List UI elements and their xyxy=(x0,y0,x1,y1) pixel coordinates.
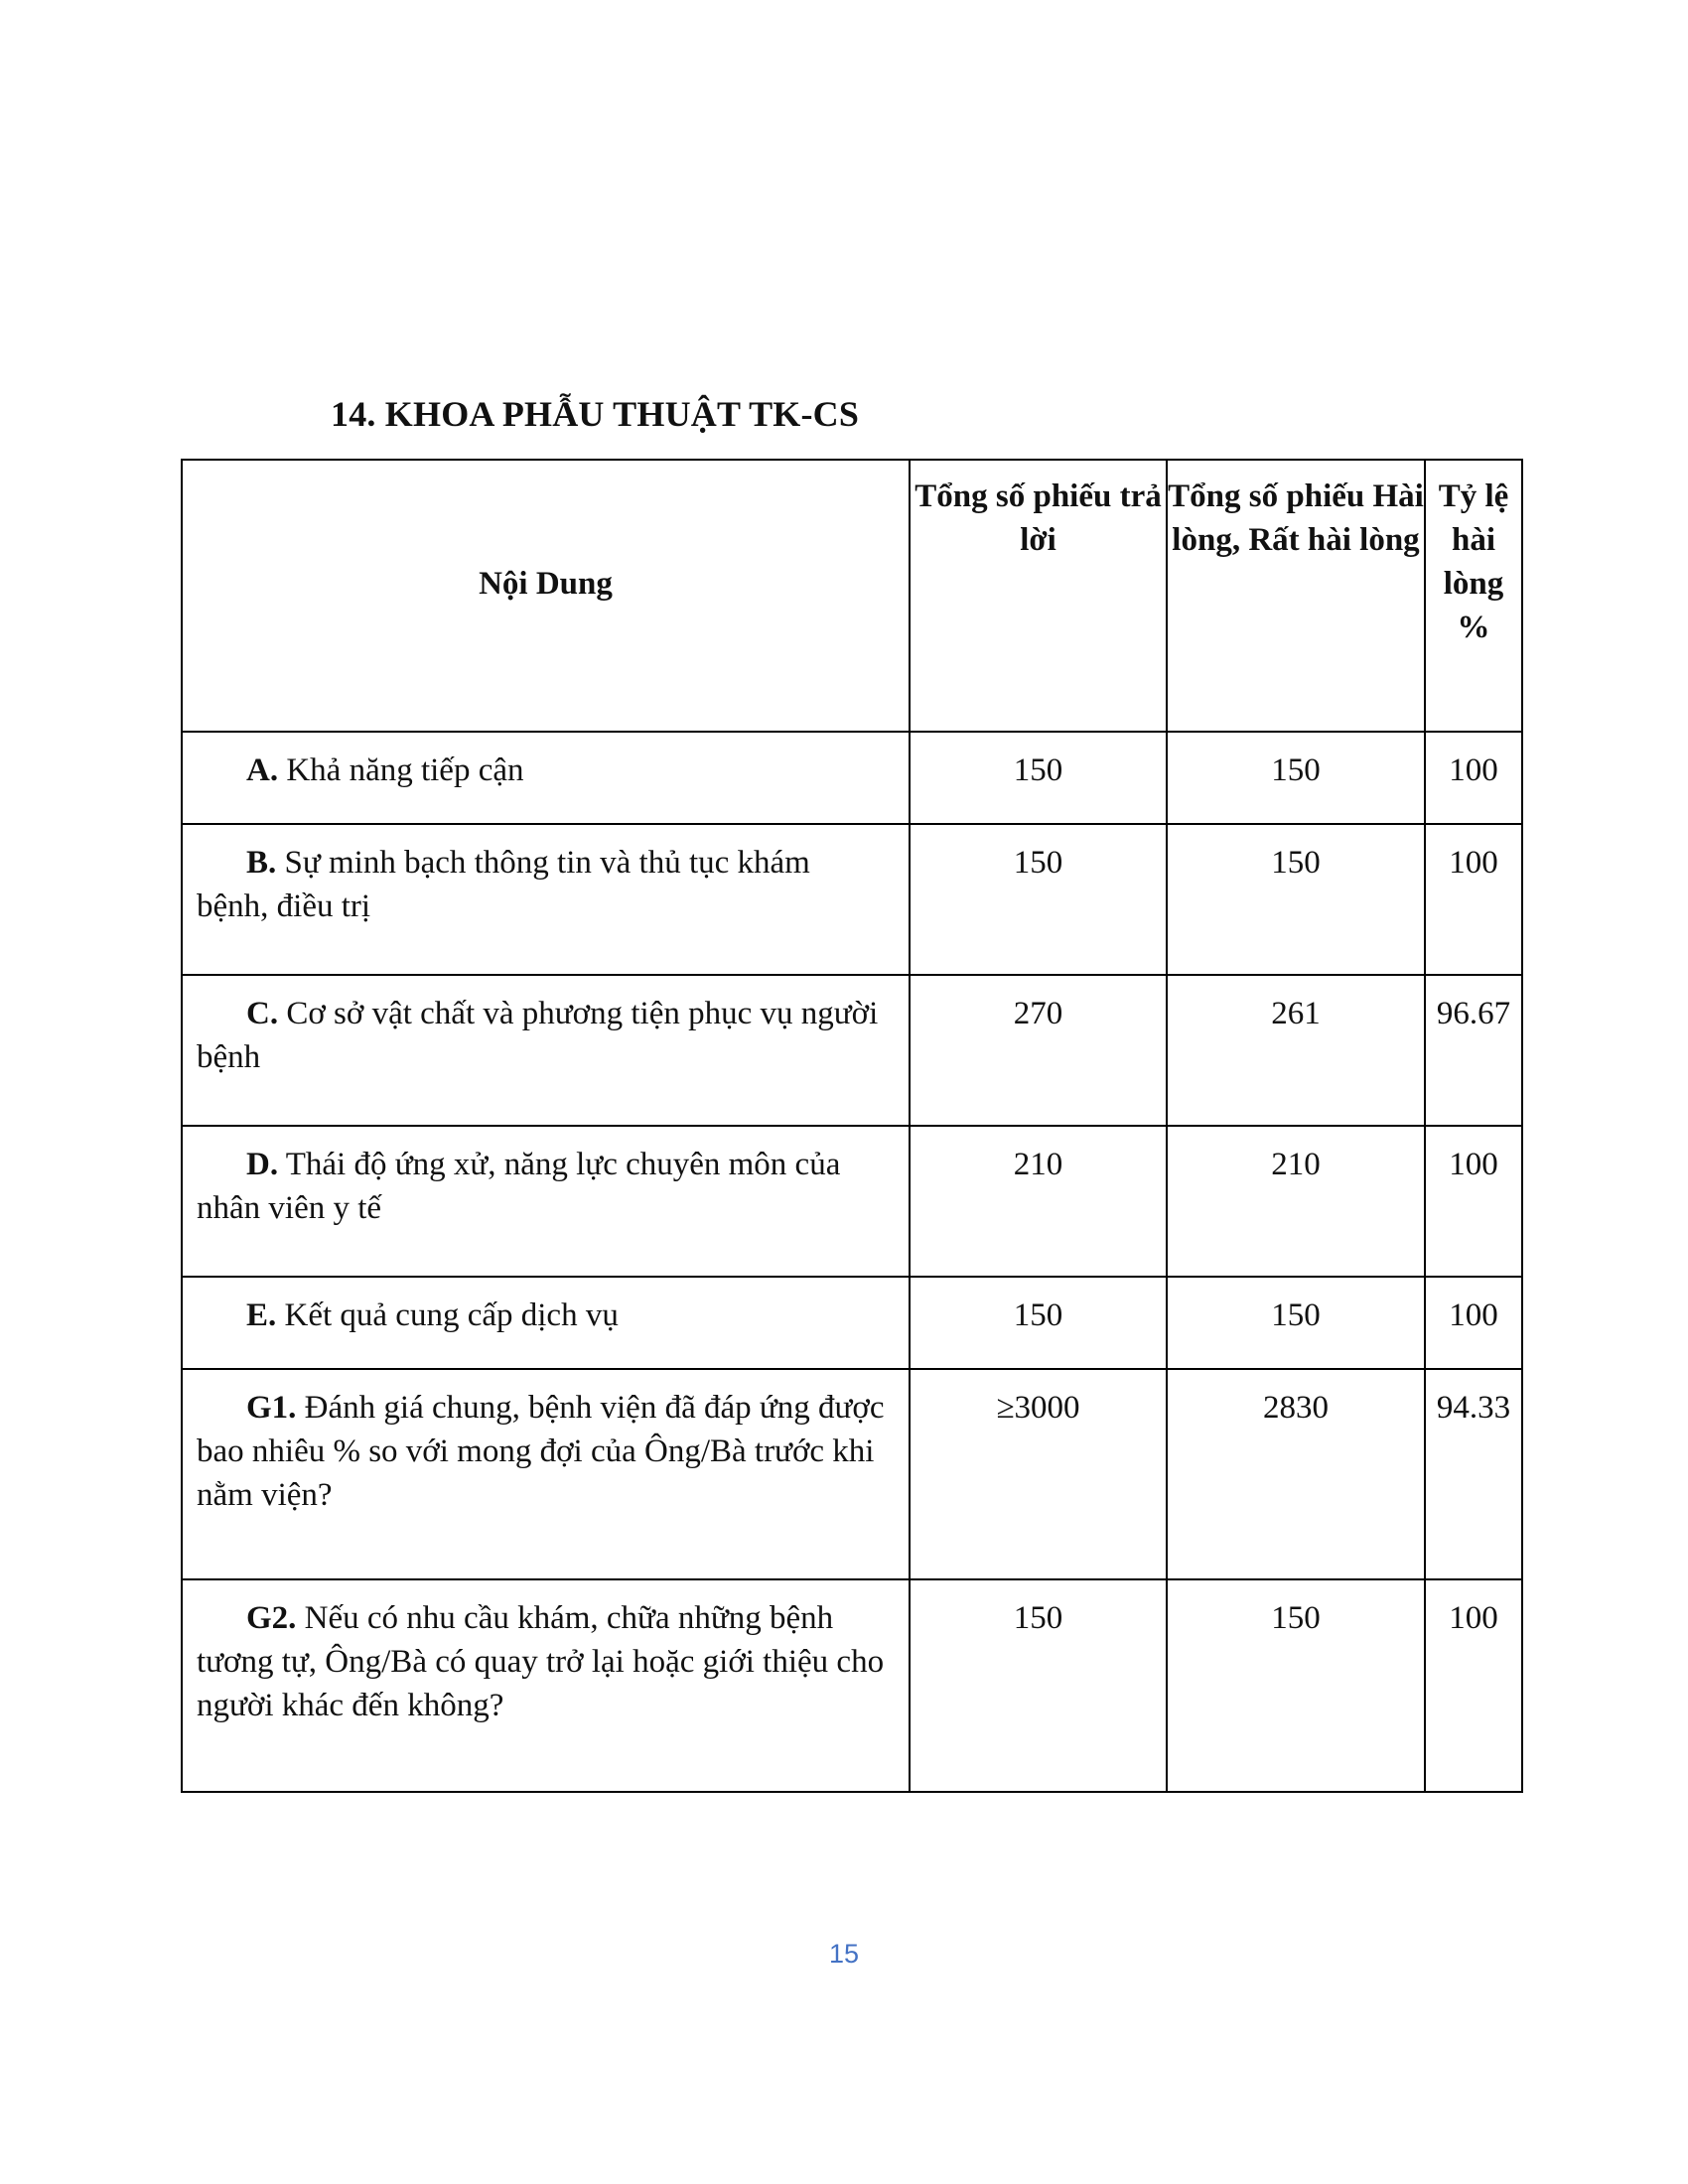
row-code: G2. xyxy=(246,1600,297,1636)
table-row xyxy=(182,1277,1522,1369)
row-code: A. xyxy=(246,752,279,788)
cell-rate: 100 xyxy=(1425,1579,1522,1792)
row-code: G1. xyxy=(246,1390,297,1426)
row-code: D. xyxy=(246,1147,279,1182)
row-text: Đánh giá chung, bệnh viện đã đáp ứng được bao nhiêu % so với mong đợi của Ông/Bà trước khi nằm viện? xyxy=(197,1390,885,1513)
row-content xyxy=(182,1579,910,1792)
cell-satisfied: 261 xyxy=(1167,975,1425,1126)
cell-rate: 100 xyxy=(1425,1126,1522,1277)
row-content xyxy=(182,732,910,824)
row-text: Nếu có nhu cầu khám, chữa những bệnh tương tự, Ông/Bà có quay trở lại hoặc giới thiệu cho người khác đến không? xyxy=(197,1600,885,1723)
cell-total: 150 xyxy=(910,1277,1167,1369)
header-content: Nội Dung xyxy=(182,460,910,732)
table-row xyxy=(182,1369,1522,1579)
row-text: Cơ sở vật chất và phương tiện phục vụ người bệnh xyxy=(197,996,879,1075)
row-content xyxy=(182,824,910,975)
table-row xyxy=(182,732,1522,824)
cell-total: ≥3000 xyxy=(910,1369,1167,1579)
table-row xyxy=(182,1126,1522,1277)
header-satisfaction-rate: Tỷ lệ hài lòng % xyxy=(1425,460,1522,732)
satisfaction-table xyxy=(181,459,1523,1793)
cell-satisfied: 210 xyxy=(1167,1126,1425,1277)
cell-total: 270 xyxy=(910,975,1167,1126)
cell-rate: 100 xyxy=(1425,1277,1522,1369)
header-satisfied-responses: Tổng số phiếu Hài lòng, Rất hài lòng xyxy=(1167,460,1425,732)
cell-total: 150 xyxy=(910,1579,1167,1792)
section-title: 14. KHOA PHẪU THUẬT TK-CS xyxy=(331,394,860,434)
cell-total: 210 xyxy=(910,1126,1167,1277)
row-code: E. xyxy=(246,1297,277,1333)
row-text: Sự minh bạch thông tin và thủ tục khám bệnh, điều trị xyxy=(197,845,810,924)
row-content xyxy=(182,1126,910,1277)
cell-rate: 96.67 xyxy=(1425,975,1522,1126)
cell-rate: 100 xyxy=(1425,824,1522,975)
row-code: C. xyxy=(246,996,279,1031)
cell-satisfied: 2830 xyxy=(1167,1369,1425,1579)
row-content xyxy=(182,1369,910,1579)
row-code: B. xyxy=(246,845,277,881)
table-row xyxy=(182,1579,1522,1792)
table-row xyxy=(182,824,1522,975)
row-content xyxy=(182,1277,910,1369)
cell-total: 150 xyxy=(910,824,1167,975)
header-total-responses: Tổng số phiếu trả lời xyxy=(910,460,1167,732)
table-row xyxy=(182,975,1522,1126)
cell-total: 150 xyxy=(910,732,1167,824)
cell-satisfied: 150 xyxy=(1167,732,1425,824)
cell-satisfied: 150 xyxy=(1167,1277,1425,1369)
cell-rate: 94.33 xyxy=(1425,1369,1522,1579)
row-text: Kết quả cung cấp dịch vụ xyxy=(284,1297,619,1333)
cell-rate: 100 xyxy=(1425,732,1522,824)
table-header-row xyxy=(182,460,1522,732)
row-content xyxy=(182,975,910,1126)
row-text: Khả năng tiếp cận xyxy=(286,752,524,788)
cell-satisfied: 150 xyxy=(1167,1579,1425,1792)
page-number: 15 xyxy=(828,1939,860,1969)
row-text: Thái độ ứng xử, năng lực chuyên môn của nhân viên y tế xyxy=(197,1147,841,1226)
cell-satisfied: 150 xyxy=(1167,824,1425,975)
